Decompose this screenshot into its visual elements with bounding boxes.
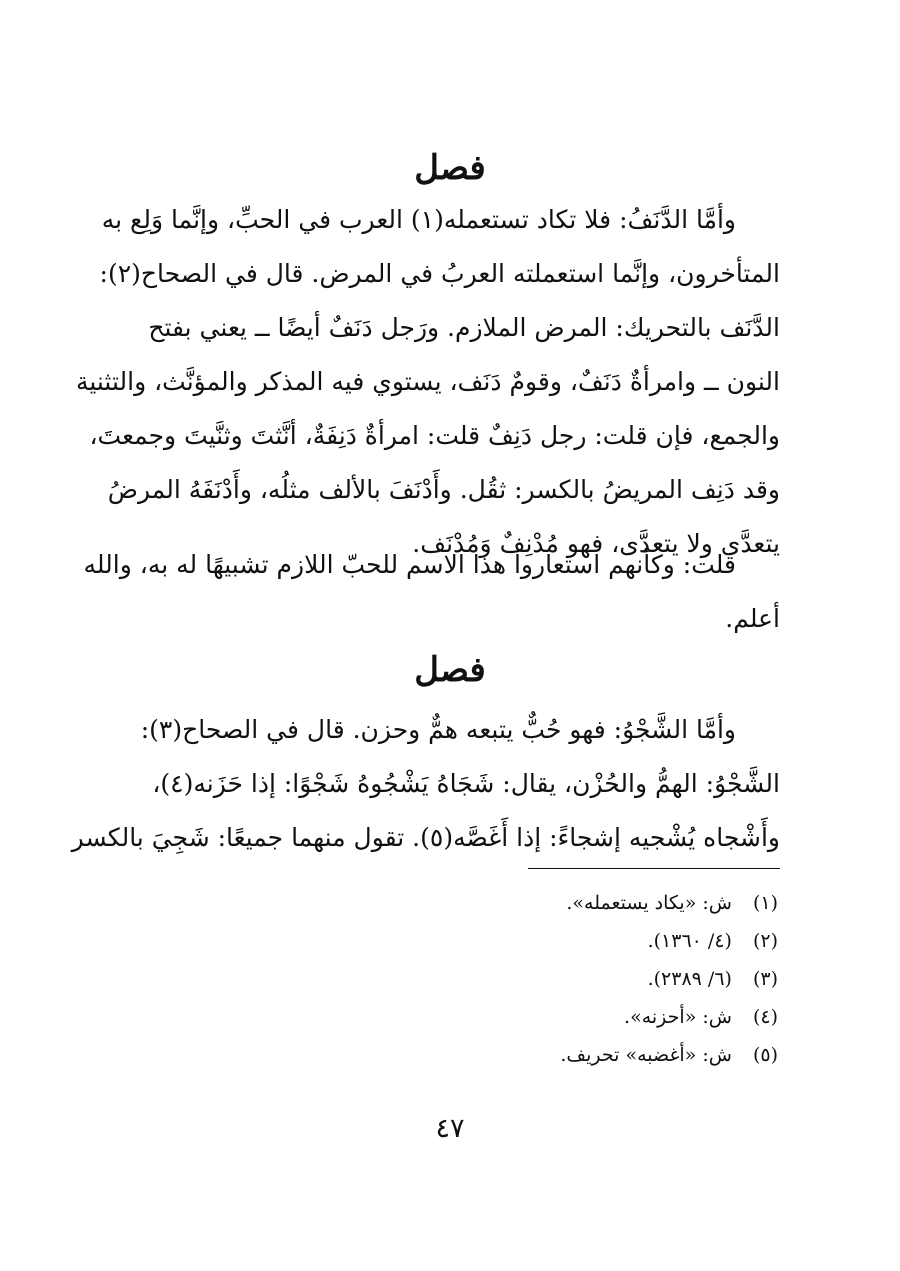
footnote-separator xyxy=(528,868,780,869)
text-line: والجمع، فإن قلت: رجل دَنِفٌ قلت: امرأةٌ دَنِفَةٌ، أنَّثتَ وثنَّيتَ وجمعتَ، xyxy=(89,421,780,450)
text-line: قلت: وكأنهم استعاروا هذا الاسم للحبّ اللازم تشبيهًا له به، والله xyxy=(83,550,736,579)
text-line: يتعدَّى ولا يتعدَّى، فهو مُدْنِفٌ وَمُدْنَف. xyxy=(412,529,780,558)
footnote-item xyxy=(120,960,780,998)
footnote-text: (٤/ ١٣٦٠). xyxy=(647,930,732,952)
footnote-mark: (٣) xyxy=(752,968,778,990)
page-number: ٤٧ xyxy=(435,1113,465,1144)
text-line: المتأخرون، وإنَّما استعملته العربُ في المرض. قال في الصحاح(٢): xyxy=(99,259,780,288)
footnote-item xyxy=(120,1036,780,1074)
paragraph-comment xyxy=(83,538,780,646)
footnote-item xyxy=(120,884,780,922)
footnote-text: (٦/ ٢٣٨٩). xyxy=(647,968,732,990)
footnote-text: ش: «أغضبه» تحريف. xyxy=(560,1044,732,1066)
footnote-text: ش: «يكاد يستعمله». xyxy=(566,892,732,914)
footnotes-list xyxy=(120,884,780,1074)
text-line: الدَّنَف بالتحريك: المرض الملازم. ورَجل دَنَفٌ أيضًا ــ يعني بفتح xyxy=(148,313,780,342)
footnote-mark: (٥) xyxy=(752,1044,778,1066)
footnote-mark: (٤) xyxy=(752,1006,778,1028)
text-line: وأمَّا الدَّنَفُ: فلا تكاد تستعمله(١) العرب في الحبِّ، وإنَّما وَلِع به xyxy=(101,205,736,234)
paragraph-shajw xyxy=(71,703,780,865)
section-heading-1: فصل xyxy=(414,148,486,188)
footnote-mark: (١) xyxy=(752,892,778,914)
text-line: وأَشْجاه يُشْجيه إشجاءً: إذا أَغَصَّه(٥). تقول منهما جميعًا: شَجِيَ بالكسر xyxy=(71,823,780,852)
text-line: النون ــ وامرأةٌ دَنَفٌ، وقومٌ دَنَف، يستوي فيه المذكر والمؤنَّث، والتثنية xyxy=(75,367,780,396)
text-line: وقد دَنِف المريضُ بالكسر: ثقُل. وأَدْنَفَ بالألف مثلُه، وأَدْنَفَهُ المرضُ xyxy=(107,475,780,504)
paragraph-danaf xyxy=(75,193,780,571)
text-line: وأمَّا الشَّجْوُ: فهو حُبٌّ يتبعه همٌّ وحزن. قال في الصحاح(٣): xyxy=(140,715,736,744)
text-line: أعلم. xyxy=(725,604,780,633)
footnote-item xyxy=(120,998,780,1036)
footnote-mark: (٢) xyxy=(752,930,778,952)
footnote-text: ش: «أحزنه». xyxy=(624,1006,732,1028)
footnote-item xyxy=(120,922,780,960)
text-line: الشَّجْوُ: الهمُّ والحُزْن، يقال: شَجَاهُ يَشْجُوهُ شَجْوًا: إذا حَزَنه(٤)، xyxy=(152,769,780,798)
section-heading-2: فصل xyxy=(414,650,486,690)
